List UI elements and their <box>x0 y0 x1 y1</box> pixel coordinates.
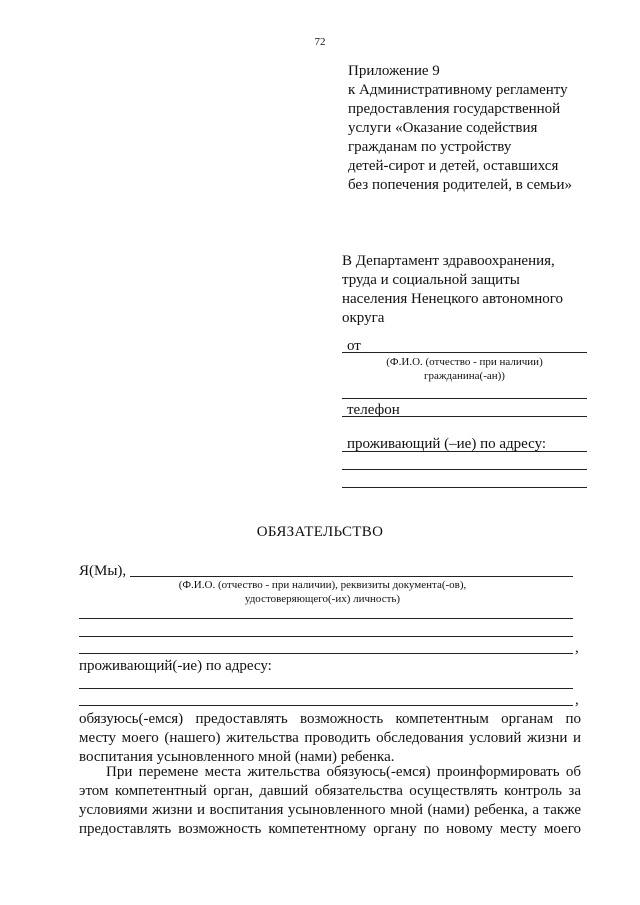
body-fio-caption <box>130 578 515 606</box>
sender-fio-caption <box>342 355 587 383</box>
caption-line: гражданина(-ан)) <box>424 370 505 382</box>
i-we-label: Я(Мы), <box>79 563 127 579</box>
paragraph-line: воспитания усыновленного мной (нами) ребенка. <box>79 749 395 765</box>
document-title: ОБЯЗАТЕЛЬСТВО <box>256 524 384 540</box>
appendix-line: к Административному регламенту <box>348 82 568 98</box>
paragraph-line: При перемене места жительства обязуюсь(-емся) проинформировать об <box>106 764 581 780</box>
addressee-block <box>342 252 563 328</box>
phone-field-line[interactable] <box>342 416 587 417</box>
fio-documents-line[interactable] <box>79 653 573 654</box>
appendix-line: детей-сирот и детей, оставшихся <box>348 158 559 174</box>
caption-line: удостоверяющего(-их) личность) <box>244 593 401 605</box>
paragraph-1 <box>79 710 581 767</box>
fio-documents-line[interactable] <box>79 618 573 619</box>
from-label: от <box>347 338 361 354</box>
address-field-line[interactable] <box>342 487 587 488</box>
addressee-line: округа <box>342 310 385 326</box>
from-fio-line[interactable] <box>342 352 587 353</box>
appendix-line: без попечения родителей, в семьи» <box>348 177 572 193</box>
appendix-line: предоставления государственной <box>348 101 561 117</box>
paragraph-line: месту моего (нашего) жительства проводить обследования условий жизни и <box>79 730 581 746</box>
address-field-line[interactable] <box>342 451 587 452</box>
body-address-line[interactable] <box>79 688 573 689</box>
phone-label: телефон <box>347 402 400 418</box>
fio-documents-line[interactable] <box>79 636 573 637</box>
addressee-line: В Департамент здравоохранения, <box>342 253 555 269</box>
caption-line: (Ф.И.О. (отчество - при наличии), реквизиты документа(-ов), <box>178 579 467 591</box>
paragraph-line: условиями жизни и воспитания усыновленного мной (нами) ребенка, а также <box>79 802 581 818</box>
addressee-line: труда и социальной защиты <box>342 272 520 288</box>
fio-extra-line[interactable] <box>342 398 587 399</box>
appendix-line: гражданам по устройству <box>348 139 512 155</box>
body-address-line[interactable] <box>79 705 573 706</box>
page-number: 72 <box>314 36 326 48</box>
comma: , <box>575 640 579 656</box>
appendix-heading <box>348 62 572 195</box>
fio-documents-line[interactable] <box>130 576 573 577</box>
appendix-line: услуги «Оказание содействия <box>348 120 538 136</box>
address-field-line[interactable] <box>342 469 587 470</box>
sender-address-label: проживающий (–ие) по адресу: <box>347 436 547 452</box>
paragraph-2 <box>79 763 581 839</box>
caption-line: (Ф.И.О. (отчество - при наличии) <box>386 356 543 368</box>
body-address-label: проживающий(-ие) по адресу: <box>79 658 272 674</box>
paragraph-line: обязуюсь(-емся) предоставлять возможность компетентным органам по <box>79 711 581 727</box>
paragraph-line: предоставлять возможность компетентному органу по новому месту моего <box>79 821 581 837</box>
comma: , <box>575 692 579 708</box>
paragraph-line: этом компетентный орган, давший обязательства осуществлять контроль за <box>79 783 581 799</box>
addressee-line: населения Ненецкого автономного <box>342 291 564 307</box>
appendix-line: Приложение 9 <box>348 63 440 79</box>
